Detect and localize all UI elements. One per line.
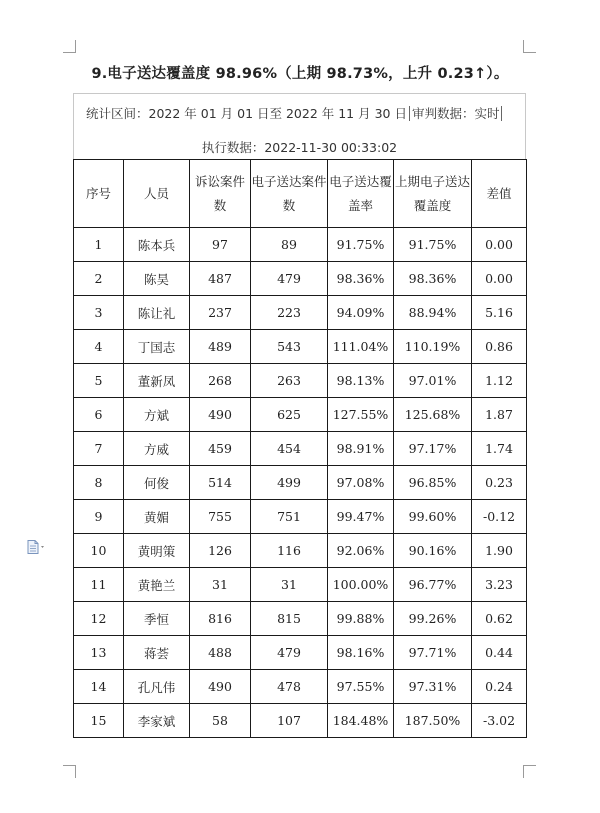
table-cell: 755 <box>190 500 251 534</box>
table-cell: 91.75% <box>394 228 472 262</box>
table-cell: 1 <box>74 228 124 262</box>
table-cell: 7 <box>74 432 124 466</box>
table-cell: 514 <box>190 466 251 500</box>
table-cell: 黄艳兰 <box>124 568 190 602</box>
table-cell: 454 <box>251 432 328 466</box>
table-cell: 8 <box>74 466 124 500</box>
stat-period: 统计区间：2022 年 01 月 01 日至 2022 年 11 月 30 日 <box>86 106 407 121</box>
table-cell: 15 <box>74 704 124 738</box>
table-cell: 625 <box>251 398 328 432</box>
table-cell: 98.13% <box>328 364 394 398</box>
table-cell: 487 <box>190 262 251 296</box>
table-cell: 489 <box>190 330 251 364</box>
table-cell: 88.94% <box>394 296 472 330</box>
table-cell: 1.87 <box>472 398 527 432</box>
table-cell: 237 <box>190 296 251 330</box>
table-cell: 816 <box>190 602 251 636</box>
table-cell: 12 <box>74 602 124 636</box>
table-row <box>74 398 527 432</box>
trial-data-mode: 审判数据：实时 <box>411 106 500 121</box>
table-cell: 268 <box>190 364 251 398</box>
table-cell: 543 <box>251 330 328 364</box>
table-cell: 97.71% <box>394 636 472 670</box>
table-cell: 479 <box>251 262 328 296</box>
table-cell: 蒋荟 <box>124 636 190 670</box>
info-line-1 <box>86 104 504 122</box>
table-cell: 99.60% <box>394 500 472 534</box>
table-cell: 0.23 <box>472 466 527 500</box>
table-cell: 184.48% <box>328 704 394 738</box>
header-cell: 电子送达案件数 <box>251 160 328 228</box>
table-cell: 黄明策 <box>124 534 190 568</box>
table-row <box>74 466 527 500</box>
page-corner-bottom-right <box>523 765 536 778</box>
table-cell: 0.00 <box>472 228 527 262</box>
table-cell: 0.44 <box>472 636 527 670</box>
table-row <box>74 296 527 330</box>
header-cell: 差值 <box>472 160 527 228</box>
table-cell: 490 <box>190 398 251 432</box>
header-cell: 上期电子送达覆盖度 <box>394 160 472 228</box>
table-cell: 187.50% <box>394 704 472 738</box>
table-cell: 96.77% <box>394 568 472 602</box>
table-cell: 488 <box>190 636 251 670</box>
table-cell: 陈本兵 <box>124 228 190 262</box>
table-cell: 99.47% <box>328 500 394 534</box>
table-cell: 何俊 <box>124 466 190 500</box>
table-row <box>74 228 527 262</box>
table-cell: 459 <box>190 432 251 466</box>
table-cell: 李家斌 <box>124 704 190 738</box>
table-cell: 479 <box>251 636 328 670</box>
table-row <box>74 500 527 534</box>
header-cell: 电子送达覆盖率 <box>328 160 394 228</box>
coverage-table <box>73 159 527 738</box>
table-cell: 0.86 <box>472 330 527 364</box>
table-cell: 98.36% <box>328 262 394 296</box>
table-cell: 90.16% <box>394 534 472 568</box>
header-cell: 序号 <box>74 160 124 228</box>
table-cell: 125.68% <box>394 398 472 432</box>
table-cell: 127.55% <box>328 398 394 432</box>
table-cell: 5.16 <box>472 296 527 330</box>
page-corner-bottom-left <box>63 765 76 778</box>
table-cell: -0.12 <box>472 500 527 534</box>
table-row <box>74 364 527 398</box>
table-cell: 10 <box>74 534 124 568</box>
table-cell: 116 <box>251 534 328 568</box>
table-cell: 97.55% <box>328 670 394 704</box>
table-row <box>74 670 527 704</box>
table-cell: 126 <box>190 534 251 568</box>
table-cell: 478 <box>251 670 328 704</box>
table-cell: 98.16% <box>328 636 394 670</box>
exec-time: 执行数据：2022-11-30 00:33:02 <box>201 140 398 155</box>
page-corner-top-right <box>523 40 536 53</box>
table-cell: 5 <box>74 364 124 398</box>
table-cell: 1.74 <box>472 432 527 466</box>
table-cell: 0.00 <box>472 262 527 296</box>
table-cell: 223 <box>251 296 328 330</box>
table-row <box>74 534 527 568</box>
table-row <box>74 262 527 296</box>
table-row <box>74 568 527 602</box>
table-cell: 815 <box>251 602 328 636</box>
table-cell: 31 <box>190 568 251 602</box>
table-cell: 107 <box>251 704 328 738</box>
table-cell: 499 <box>251 466 328 500</box>
table-cell: 99.26% <box>394 602 472 636</box>
table-cell: 111.04% <box>328 330 394 364</box>
table-cell: 丁国志 <box>124 330 190 364</box>
table-cell: 263 <box>251 364 328 398</box>
table-row <box>74 602 527 636</box>
table-cell: 黄媚 <box>124 500 190 534</box>
table-cell: 董新凤 <box>124 364 190 398</box>
table-header <box>74 160 527 228</box>
table-row <box>74 704 527 738</box>
table-cell: 100.00% <box>328 568 394 602</box>
report-info-box <box>73 93 526 159</box>
header-cell: 诉讼案件数 <box>190 160 251 228</box>
page-corner-top-left <box>63 40 76 53</box>
header-cell: 人员 <box>124 160 190 228</box>
table-cell: 490 <box>190 670 251 704</box>
table-cell: 31 <box>251 568 328 602</box>
document-icon[interactable] <box>27 539 47 553</box>
table-cell: 6 <box>74 398 124 432</box>
table-cell: 0.62 <box>472 602 527 636</box>
table-cell: 9 <box>74 500 124 534</box>
table-cell: 孔凡伟 <box>124 670 190 704</box>
table-cell: 陈昊 <box>124 262 190 296</box>
table-cell: 94.09% <box>328 296 394 330</box>
table-cell: 陈让礼 <box>124 296 190 330</box>
table-cell: 58 <box>190 704 251 738</box>
table-cell: 97.17% <box>394 432 472 466</box>
table-row <box>74 636 527 670</box>
table-cell: 97.31% <box>394 670 472 704</box>
table-cell: 96.85% <box>394 466 472 500</box>
table-body <box>74 228 527 738</box>
table-cell: 0.24 <box>472 670 527 704</box>
section-heading: 9.电子送达覆盖度 98.96%（上期 98.73%，上升 0.23↑）。 <box>91 66 509 82</box>
table-cell: 92.06% <box>328 534 394 568</box>
table-cell: 季恒 <box>124 602 190 636</box>
table-cell: 方斌 <box>124 398 190 432</box>
table-cell: 3.23 <box>472 568 527 602</box>
table-cell: 98.36% <box>394 262 472 296</box>
table-cell: 97 <box>190 228 251 262</box>
table-cell: 14 <box>74 670 124 704</box>
table-cell: 11 <box>74 568 124 602</box>
table-cell: 1.12 <box>472 364 527 398</box>
table-cell: 99.88% <box>328 602 394 636</box>
table-cell: 97.01% <box>394 364 472 398</box>
table-cell: 751 <box>251 500 328 534</box>
table-cell: 110.19% <box>394 330 472 364</box>
table-cell: 1.90 <box>472 534 527 568</box>
table-row <box>74 330 527 364</box>
table-cell: 4 <box>74 330 124 364</box>
table-cell: 97.08% <box>328 466 394 500</box>
table-cell: 98.91% <box>328 432 394 466</box>
table-cell: 13 <box>74 636 124 670</box>
header-row <box>74 160 527 228</box>
table-cell: 89 <box>251 228 328 262</box>
table-cell: -3.02 <box>472 704 527 738</box>
table-row <box>74 432 527 466</box>
table-cell: 91.75% <box>328 228 394 262</box>
table-cell: 方威 <box>124 432 190 466</box>
table-cell: 2 <box>74 262 124 296</box>
table-cell: 3 <box>74 296 124 330</box>
